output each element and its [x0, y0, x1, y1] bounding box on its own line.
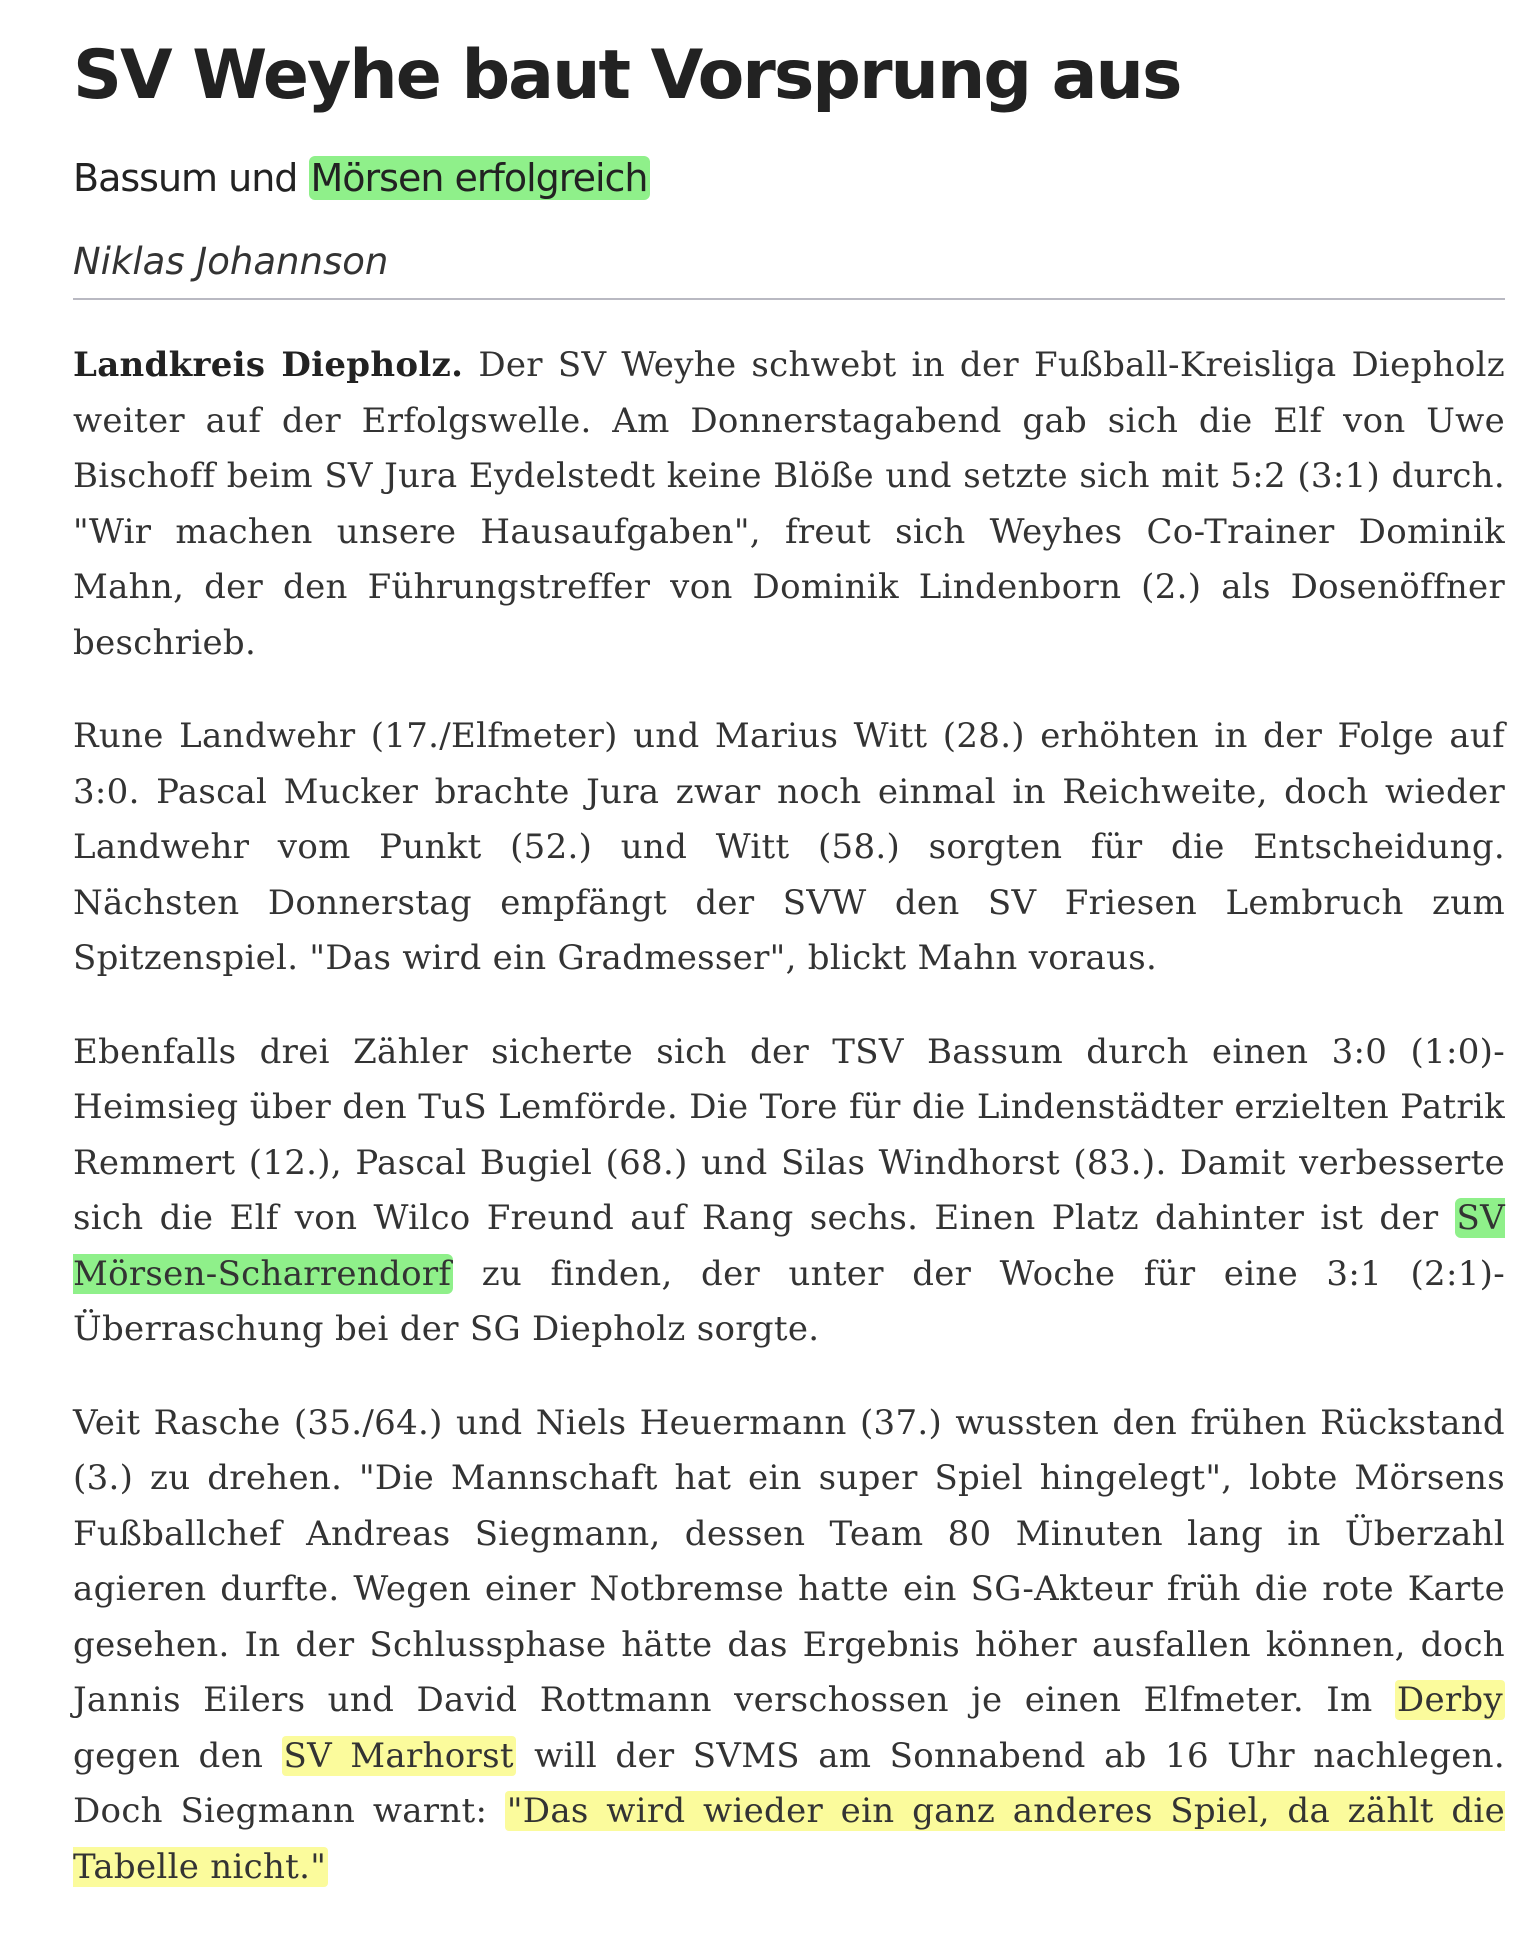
- article: [73, 30, 1505, 1933]
- paragraph-3-text-end: zu finden, der unter der Woche für eine 3:1 (2:1)-Überraschung bei der SG Diepholz sorgte.: [73, 1253, 1505, 1349]
- byline-divider: [73, 298, 1505, 300]
- paragraph-4-text-start: Veit Rasche (35./64.) und Niels Heuermann (37.) wussten den frühen Rückstand (3.) zu drehen. "Die Mannschaft hat ein super Spiel hingelegt", lobte Mörsens Fußballchef Andreas Siegmann, dessen Team 80 Minuten lang in Überzahl agieren durfte. Wegen einer Notbremse hatte ein SG-Akteur früh die rote Karte gesehen. In der Schlussphase hätte das Ergebnis höher ausfallen können, doch Jannis Eilers und David Rottmann verschossen je einen Elfmeter. Im: [73, 1402, 1505, 1720]
- paragraph-3: [73, 1025, 1505, 1358]
- subheadline: [73, 150, 1505, 206]
- paragraph-2: [73, 709, 1505, 987]
- headline: SV Weyhe baut Vorsprung aus: [73, 36, 1181, 115]
- highlight-quote: "Das wird wieder ein ganz anderes Spiel, da zählt die Tabelle nicht.": [73, 1791, 1506, 1887]
- paragraph-3-text-start: Ebenfalls drei Zähler sicherte sich der TSV Bassum durch einen 3:0 (1:0)-Heimsieg über den TuS Lemförde. Die Tore für die Lindenstädter erzielten Patrik Remmert (12.), Pascal Bugiel (68.) und Silas Windhorst (83.). Damit verbesserte sich die Elf von Wilco Freund auf Rang sechs. Einen Platz dahinter ist der: [73, 1031, 1505, 1238]
- highlight-club-name: SV Mörsen-Scharrendorf: [73, 1198, 1505, 1294]
- paragraph-2-text: Rune Landwehr (17./Elfmeter) und Marius Witt (28.) erhöhten in der Folge auf 3:0. Pascal Mucker brachte Jura zwar noch einmal in Reichweite, doch wieder Landwehr vom Punkt (52.) und Witt (58.) sorgten für die Entscheidung. Nächsten Donnerstag empfängt der SVW den SV Friesen Lembruch zum Spitzenspiel. "Das wird ein Gradmesser", blickt Mahn voraus.: [73, 716, 1505, 978]
- paragraph-1-text: Der SV Weyhe schwebt in der Fußball-Kreisliga Diepholz weiter auf der Erfolgswelle. Am Donnerstagabend gab sich die Elf von Uwe Bischoff beim SV Jura Eydelstedt keine Blöße und setzte sich mit 5:2 (3:1) durch. "Wir machen unsere Hausaufgaben", freut sich Weyhes Co-Trainer Dominik Mahn, der den Führungstreffer von Dominik Lindenborn (2.) als Dosenöffner beschrieb.: [73, 345, 1506, 663]
- paragraph-1: [73, 338, 1505, 671]
- article-body: [73, 338, 1505, 1895]
- paragraph-4: [73, 1396, 1505, 1896]
- subheadline-highlight: Mörsen erfolgreich: [310, 156, 648, 200]
- author-byline: Niklas Johannson: [73, 240, 389, 283]
- subheadline-text: Bassum und: [73, 156, 309, 200]
- paragraph-4-text-middle: gegen den: [73, 1735, 282, 1776]
- paragraph-4-text-middle-2: will der SVMS am Sonnabend ab 16 Uhr nachlegen. Doch Siegmann warnt:: [73, 1735, 1505, 1831]
- dateline: Landkreis Diepholz.: [73, 345, 464, 385]
- highlight-opponent: SV Marhorst: [283, 1735, 514, 1776]
- highlight-derby: Derby: [1396, 1680, 1503, 1720]
